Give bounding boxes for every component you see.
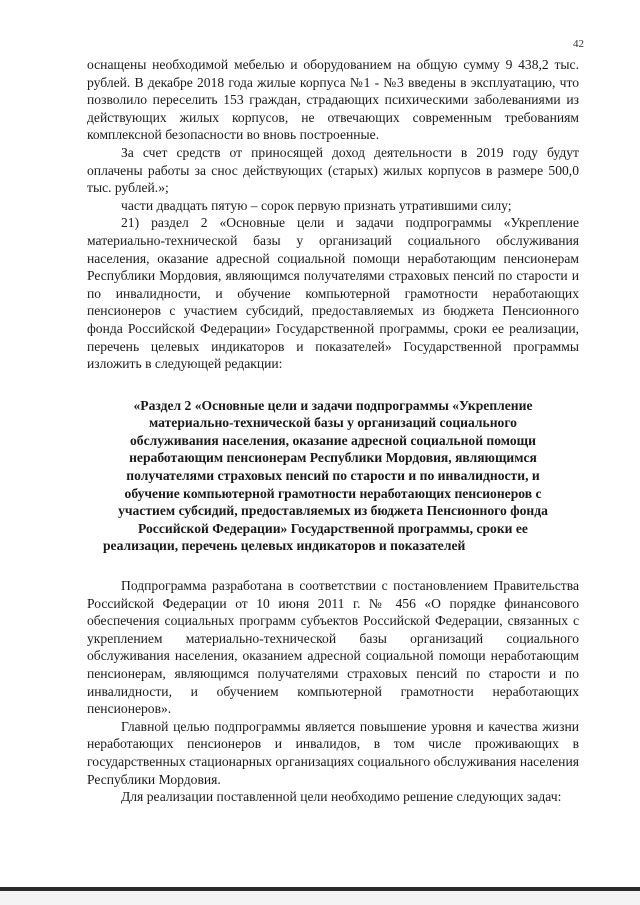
section-heading: «Раздел 2 «Основные цели и задачи подпрограммы «Укрепление материально-технической базы у организаций социального обслуживания населения, оказание адресной социальной помощи неработающим пенсионерам Республики Мордовия, являющимся получателями страховых пенсий по старости и по инвалидности, и обучение компьютерной грамотности неработающих пенсионеров с участием субсидий, предоставляемых из бюджета Пенсионного фонда Российской Федерации» Государственной программы, сроки ее реализации, перечень целевых индикаторов и показателей	[103, 397, 548, 554]
paragraph-2: За счет средств от приносящей доход деятельности в 2019 году будут оплачены работы за снос действующих (старых) жилых корпусов в размере 500,0 тыс. рублей.»;	[87, 144, 579, 196]
scan-edge-strip	[0, 891, 640, 905]
paragraph-5: Подпрограмма разработана в соответствии с постановлением Правительства Российской Федерации от 10 июня 2011 г. № 456 «О порядке финансового обеспечения социальных программ субъектов Российской Федерации, связанных с укреплением материально-технической базы организаций социального обслуживания населения, оказанием адресной социальной помощи неработающим пенсионерам, являющимся получателями страховых пенсий по старости и по инвалидности, и обучением компьютерной грамотности неработающих пенсионеров».	[87, 578, 579, 717]
document-body	[87, 56, 579, 806]
paragraph-7: Для реализации поставленной цели необходимо решение следующих задач:	[121, 789, 562, 805]
paragraph-6: Главной целью подпрограммы является повышение уровня и качества жизни неработающих пенсионеров и инвалидов, в том числе проживающих в государственных стационарных организациях социального обслуживания населения Республики Мордовия.	[87, 718, 579, 787]
paragraph-4: 21) раздел 2 «Основные цели и задачи подпрограммы «Укрепление материально-технической базы у организаций социального обслуживания населения, оказание адресной социальной помощи неработающим пенсионерам Республики Мордовия, являющимся получателями страховых пенсий по старости и по инвалидности, и обучение компьютерной грамотности неработающих пенсионеров с участием субсидий, предоставляемых из бюджета Пенсионного фонда Российской Федерации» Государственной программы, сроки ее реализации, перечень целевых индикаторов и показателей» Государственной программы изложить в следующей редакции:	[87, 215, 579, 372]
paragraph-3: части двадцать пятую – сорок первую признать утратившими силу;	[121, 197, 512, 213]
paragraph-1: оснащены необходимой мебелью и оборудованием на общую сумму 9 438,2 тыс. рублей. В декабре 2018 года жилые корпуса №1 - №3 введены в эксплуатацию, что позволило переселить 153 граждан, страдающих психическими заболеваниями из действующих жилых корпусов, не отвечающих современным требованиям комплексной безопасности во вновь построенные.	[87, 57, 579, 143]
page-number: 42	[573, 38, 584, 50]
